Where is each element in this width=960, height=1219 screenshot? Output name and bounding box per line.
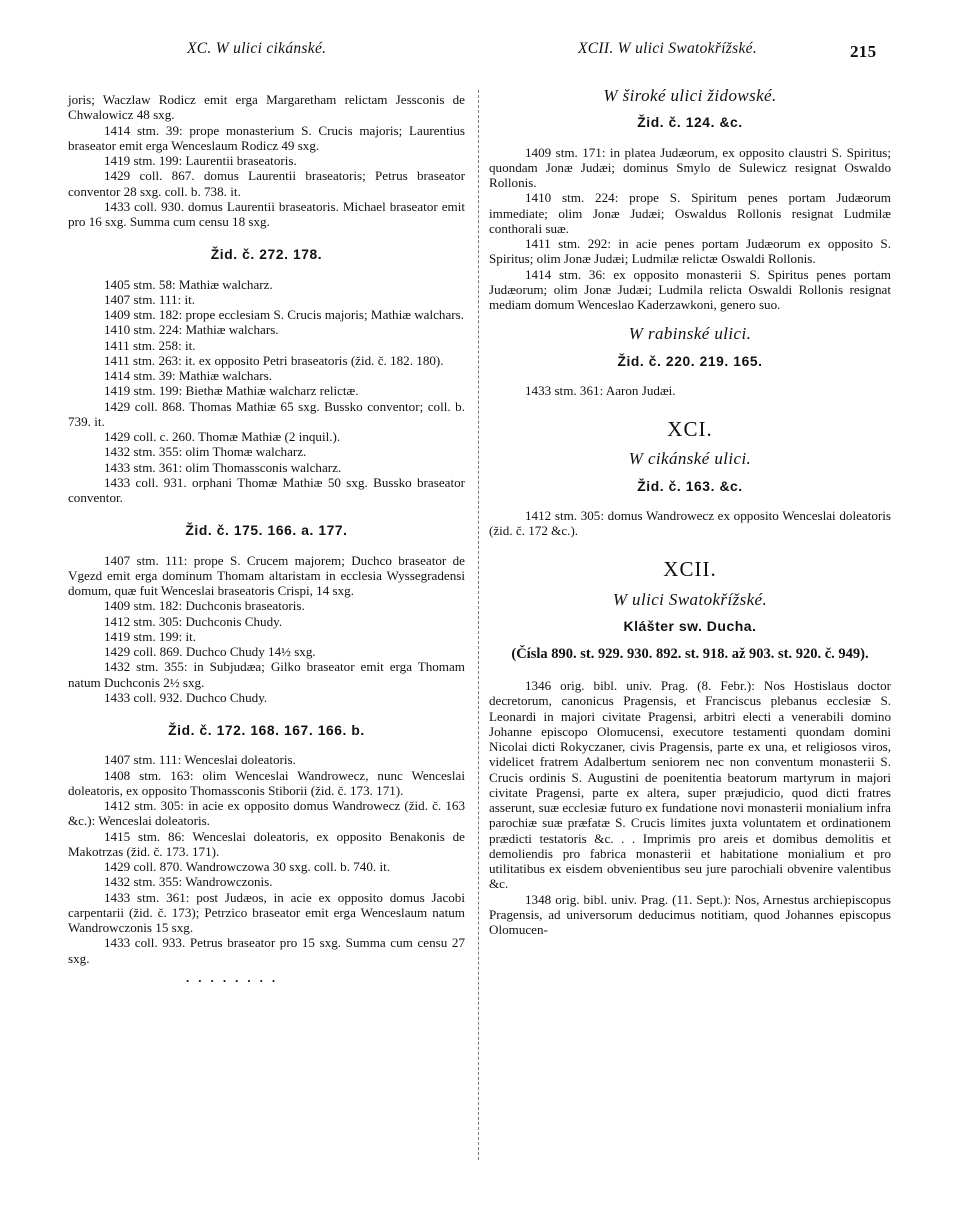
paragraph: 1412 stm. 305: in acie ex opposito domus Wandrowecz (žid. č. 163 &c.): Wenceslai doleatoris.: [68, 798, 465, 829]
paragraph: 1433 stm. 361: olim Thomassconis walcharz.: [104, 459, 342, 475]
street-title: W ulici Swatokřížské.: [612, 589, 768, 609]
right-column: [489, 86, 891, 937]
column-divider: [478, 90, 479, 1160]
paragraph: 1429 coll. 868. Thomas Mathiæ 65 sxg. Bussko conventor; coll. b. 739. it.: [68, 398, 465, 429]
street-title: W rabinské ulici.: [628, 324, 752, 344]
paragraph: 1414 stm. 39: prope monasterium S. Crucis majoris; Laurentius braseator emit erga Wenceslaum Rodicz 49 sxg.: [68, 122, 465, 153]
running-head-right: XCII. W ulici Swatokřížské.: [578, 40, 758, 57]
chapter-numeral: XCII.: [663, 557, 717, 582]
paragraph: 1415 stm. 86: Wenceslai doleatoris, ex opposito Benakonis de Makotrzas (žid. č. 173. 171).: [68, 828, 465, 859]
paragraph: 1411 stm. 292: in acie penes portam Judæorum ex opposito S. Spiritus; olim Jonæ Judæi; Ludmilæ relictæ Oswaldi Rollonis.: [489, 236, 891, 267]
paragraph: 1433 coll. 931. orphani Thomæ Mathiæ 50 sxg. Bussko braseator conventor.: [68, 474, 465, 505]
paragraph: 1409 stm. 171: in platea Judæorum, ex opposito claustri S. Spiritus; quondam Jonæ Judæi; dominus Smylo de Sulewicz resignat Oswaldo Rollonis.: [489, 144, 891, 190]
house-numbers: (Čísla 890. st. 929. 930. 892. st. 918. až 903. st. 920. č. 949).: [511, 646, 869, 662]
running-head-left: XC. W ulici cikánské.: [187, 40, 327, 57]
paragraph: 1433 coll. 933. Petrus braseator pro 15 sxg. Summa cum censu 27 sxg.: [68, 935, 465, 966]
paragraph: 1411 stm. 258: it.: [104, 337, 196, 353]
paragraph: 1412 stm. 305: domus Wandrowecz ex opposito Wenceslai doleatoris (žid. č. 172 &c.).: [489, 507, 891, 538]
paragraph: 1407 stm. 111: prope S. Crucem majorem; Duchco braseator de Vgezd emit erga dominum Thomam altaristam in ecclesia Wyssegradensi domum, quæ fuit Wenceslai braseatoris Crispi, 14 sxg.: [68, 552, 465, 598]
section-heading: Žid. č. 172. 168. 167. 166. b.: [168, 723, 365, 738]
paragraph: 1429 coll. 870. Wandrowczowa 30 sxg. coll. b. 740. it.: [104, 859, 390, 874]
paragraph: 1433 coll. 930. domus Laurentii braseatoris. Michael braseator emit pro 16 sxg. Summa cum censu 18 sxg.: [68, 198, 465, 229]
section-heading: Žid. č. 175. 166. a. 177.: [185, 523, 348, 539]
paragraph: 1432 stm. 355: in Subjudæa; Gilko braseator emit erga Thomam natum Duchconis 2½ sxg.: [68, 659, 465, 690]
paragraph: 1411 stm. 263: it. ex opposito Petri braseatoris (žid. č. 182. 180).: [104, 352, 444, 368]
paragraph: 1432 stm. 355: olim Thomæ walcharz.: [104, 444, 307, 460]
page-number: 215: [850, 42, 877, 61]
paragraph: 1432 stm. 355: Wandrowczonis.: [104, 874, 273, 890]
paragraph: 1433 coll. 932. Duchco Chudy.: [104, 689, 268, 705]
section-heading: Žid. č. 124. &c.: [637, 115, 743, 131]
paragraph: 1429 coll. 869. Duchco Chudy 14½ sxg.: [104, 644, 316, 659]
paragraph: 1414 stm. 36: ex opposito monasterii S. Spiritus penes portam Judæorum; olim Jonæ Judæi; Ludmila relicta Oswaldi Rollonis resignat mediam domum Wenceslao Kaderzawkoni, genero suo.: [489, 266, 891, 312]
paragraph: 1409 stm. 182: Duchconis braseatoris.: [104, 598, 305, 614]
paragraph: 1419 stm. 199: it.: [104, 628, 197, 644]
paragraph: 1429 coll. 867. domus Laurentii braseatoris; Petrus braseator conventor 28 sxg. coll. b. 738. it.: [68, 168, 465, 199]
paragraph: 1409 stm. 182: prope ecclesiam S. Crucis majoris; Mathiæ walchars.: [104, 307, 465, 322]
paragraph: 1407 stm. 111: it.: [104, 291, 196, 307]
paragraph: 1407 stm. 111: Wenceslai doleatoris.: [104, 752, 296, 768]
paragraph: 1348 orig. bibl. univ. Prag. (11. Sept.): Nos, Arnestus archiepiscopus Pragensis, ad universorum deducimus notitiam, quod Johannes episcopus Olomucen-: [489, 891, 891, 937]
subheading: Klášter sw. Ducha.: [623, 617, 757, 634]
paragraph: 1414 stm. 39: Mathiæ walchars.: [104, 368, 273, 383]
chapter-numeral: XCI.: [667, 417, 713, 441]
paragraph: 1346 orig. bibl. univ. Prag. (8. Febr.): Nos Hostislaus doctor decretorum, canonicus Pragensis, et Franciscus plebanus ecclesiæ S. Leonardi in majori civitate Pragensi, arbitri electi a venerabili domino Johanne episcopo Olomucensi, executore testamenti quondam domini Nicolai dicti Rokyczaner, civis Pragensis, parte ex una, et religiosos viros, videlicet fratrem Adalbertum seniorem nec non conventum monasterii S. Crucis ordinis S. Augustini de poenitentia beatorum martyrum in majori civitate Pragensi, parte ex altera, super præjudicio, quod dicti fratres asserunt, suæ ecclesiæ futuro ex fundatione novi monasterii monialium infra parochiæ suæ præfatæ S. Crucis limites juxta voluntatem et ordinationem prædicti testatoris &c. . . Imprimis pro areis et domibus demolitis et demoliendis pro fabrica monasterii et habitatione monialium et pro utilitatibus ex eisdem obvenientibus seu jure parochiali obvenire valentibus &c.: [489, 678, 891, 892]
section-heading: Žid. č. 163. &c.: [637, 478, 743, 494]
left-column: [68, 92, 465, 985]
paragraph: joris; Waczlaw Rodicz emit erga Margaretham relictam Jessconis de Chwalowicz 48 sxg.: [68, 92, 465, 123]
paragraph: 1433 stm. 361: Aaron Judæi.: [525, 382, 676, 398]
section-heading: Žid. č. 220. 219. 165.: [617, 353, 763, 369]
paragraph: 1433 stm. 361: post Judæos, in acie ex opposito domus Jacobi carpentarii (žid. č. 173); Petrzico braseator emit erga Wenceslaum natum Wandrowczonis 15 sxg.: [68, 889, 465, 935]
paragraph: 1419 stm. 199: Biethæ Mathiæ walcharz relictæ.: [104, 383, 359, 399]
paragraph: 1429 coll. c. 260. Thomæ Mathiæ (2 inquil.).: [104, 429, 341, 444]
paragraph: 1410 stm. 224: Mathiæ walchars.: [104, 322, 279, 338]
paragraph: 1419 stm. 199: Laurentii braseatoris.: [104, 153, 297, 168]
paragraph: 1405 stm. 58: Mathiæ walcharz.: [104, 276, 273, 292]
street-title: W široké ulici židowské.: [603, 86, 777, 105]
paragraph: 1408 stm. 163: olim Wenceslai Wandrowecz, nunc Wenceslai doleatoris, ex opposito Thomassconis Stiborii (žid. č. 173. 171).: [68, 767, 465, 798]
paragraph: 1410 stm. 224: prope S. Spiritum penes portam Judæorum immediate; olim Jonæ Judæi; Oswaldus Rollonis resignat Ludmilæ conthorali suæ.: [489, 190, 891, 236]
section-heading: Žid. č. 272. 178.: [210, 247, 323, 263]
ellipsis-dots: ........: [186, 969, 285, 985]
street-title: W cikánské ulici.: [628, 449, 752, 469]
paragraph: 1412 stm. 305: Duchconis Chudy.: [104, 613, 283, 629]
